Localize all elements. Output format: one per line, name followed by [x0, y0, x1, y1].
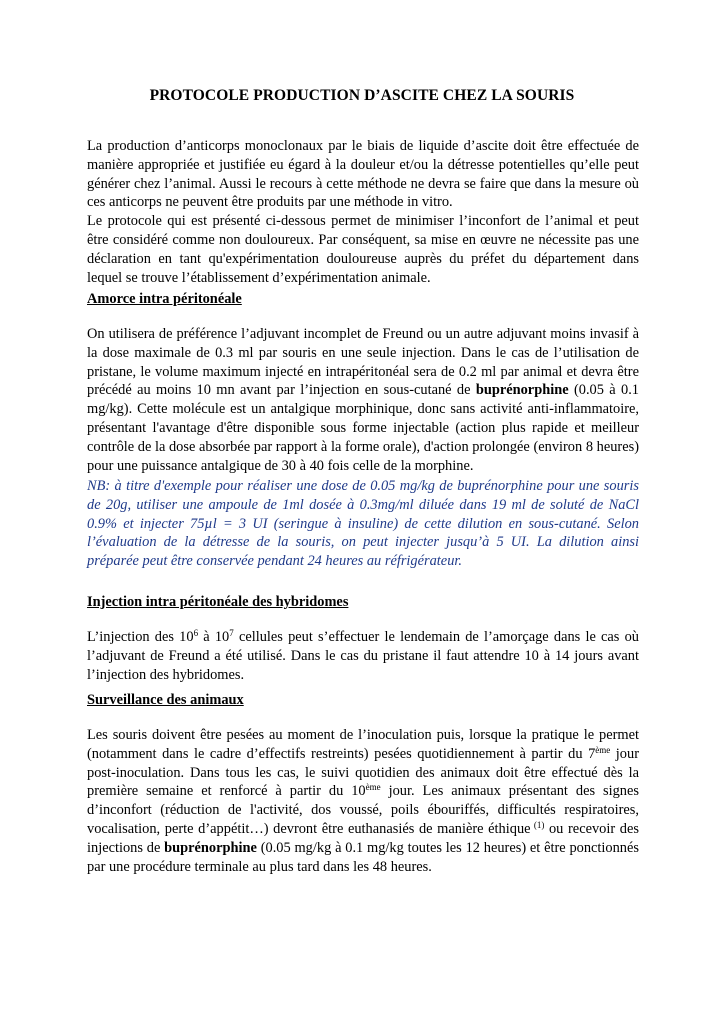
- section-surveillance-body: [87, 726, 639, 876]
- injection-text-part-1: L’injection des 10: [87, 629, 194, 645]
- buprenorphine-term: buprénorphine: [475, 382, 569, 399]
- footnote-marker-1: (1): [530, 819, 545, 830]
- intro-paragraph-1: La production d’anticorps monoclonaux par le biais de liquide d’ascite doit être effectuée de manière appropriée et justifiée eu égard à la douleur et/ou la détresse potentielles qu’elle peut générer chez l’animal. Aussi le recours à cette méthode ne devra se faire que dans la mesure où ces anticorps ne peuvent être produits par une méthode in vitro.: [87, 138, 639, 211]
- section-amorce-body: [87, 325, 639, 475]
- surveillance-text-part-4: ou recevoir des injections de: [87, 820, 639, 856]
- section-amorce-note: [87, 477, 639, 571]
- document-title: PROTOCOLE PRODUCTION D’ASCITE CHEZ LA SOURIS: [149, 87, 575, 104]
- section-heading-amorce: Amorce intra péritonéale: [87, 291, 242, 307]
- exponent-6: 6: [193, 628, 199, 638]
- surveillance-text-part-2: jour post-inoculation. Dans tous les cas, le suivi quotidien des animaux doit être effectué dès la première semaine et renforcé à partir du 10: [87, 745, 639, 800]
- intro-paragraph-2: Le protocole qui est présenté ci-dessous permet de minimiser l’inconfort de l’animal et peut être considéré comme non douloureux. Par conséquent, sa mise en œuvre ne nécessite pas une déclaration en tant qu'expérimentation douloureuse auprès du préfet du département dans lequel se trouve l’établissement d’expérimentation animale.: [87, 213, 639, 286]
- amorce-text-part-1: On utilisera de préférence l’adjuvant incomplet de Freund ou un autre adjuvant moins invasif à la dose maximale de 0.3 ml par souris en une seule injection. Dans le cas de l’utilisation de pristane, le volume maximum injecté en intrapéritonéal sera de 0.2 ml par animal et devra être précédé au moins 10 mn avant par l’injection en sous-cutané de: [87, 326, 639, 399]
- superscript-eme-1: ème: [595, 744, 611, 755]
- section-heading-surveillance: Surveillance des animaux: [87, 692, 244, 708]
- amorce-paragraph: [87, 325, 639, 475]
- section-heading-injection: Injection intra péritonéale des hybridomes: [87, 594, 349, 610]
- injection-text-part-2: à 10: [198, 629, 230, 645]
- intro-section: [87, 137, 639, 287]
- surveillance-paragraph: [87, 726, 639, 876]
- section-injection-body: [87, 628, 639, 684]
- injection-text-part-3: cellules peut s’effectuer le lendemain de l’amorçage dans le cas où l’adjuvant de Freund a été utilisé. Dans le cas du pristane il faut attendre 10 à 14 jours avant l’injection des hybridomes.: [87, 629, 639, 683]
- dosage-note: NB: à titre d'exemple pour réaliser une dose de 0.05 mg/kg de buprénorphine pour une souris de 20g, utiliser une ampoule de 1ml dosée à 0.3mg/ml diluée dans 19 ml de soluté de NaCl 0.9% et injecter 75µl = 3 UI (seringue à insuline) de cette dilution en sous-cutané. Selon l’évaluation de la détresse de la souris, on peut injecter jusqu’à 5 UI. La dilution ainsi préparée peut être conservée pendant 24 heures au réfrigérateur.: [87, 478, 639, 570]
- surveillance-text-part-3: jour. Les animaux présentant des signes d’inconfort (réduction de l'activité, dos voussé, poils ébouriffés, difficultés respiratoires, vocalisation, perte d’appétit…) devront être euthanasiés de manière éthique: [87, 783, 639, 837]
- surveillance-text-part-1: Les souris doivent être pesées au moment de l’inoculation puis, lorsque la pratique le permet (notamment dans le cadre d’effectifs restreints) pesées quotidiennement à partir du 7: [87, 727, 639, 762]
- exponent-7: 7: [229, 628, 234, 638]
- injection-paragraph: [87, 628, 639, 684]
- buprenorphine-term-2: buprénorphine: [164, 839, 257, 856]
- superscript-eme-2: ème: [365, 782, 381, 793]
- surveillance-text-part-5: (0.05 mg/kg à 0.1 mg/kg toutes les 12 heures) et être ponctionnés par une procédure terminale au plus tard dans les 48 heures.: [87, 839, 639, 875]
- amorce-text-part-2: (0.05 à 0.1 mg/kg). Cette molécule est un antalgique morphinique, donc sans activité anti-inflammatoire, présentant l'avantage d'être disponible sous forme injectable (action plus rapide et meilleur contrôle de la dose absorbée par rapport à la forme orale), d'action prolongée (environ 8 heures) pour une puissance antalgique de 30 à 40 fois celle de la morphine.: [87, 382, 639, 474]
